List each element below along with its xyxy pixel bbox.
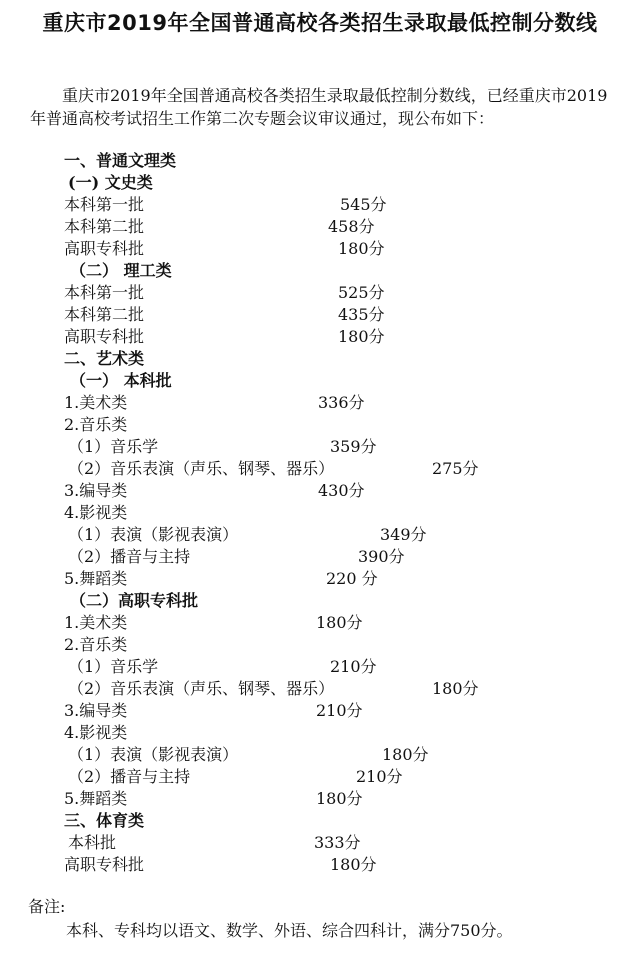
note-heading: 备注: xyxy=(28,897,66,916)
row-label: （2）播音与主持 xyxy=(68,547,191,566)
intro-paragraph: 重庆市2019年全国普通高校各类招生录取最低控制分数线，已经重庆市2019年普通高校考试招生工作第二次专题会议审议通过，现公布如下： xyxy=(30,86,608,128)
subsection-label: (一) 文史类 xyxy=(68,173,153,192)
row-label: 本科第二批 xyxy=(64,305,145,324)
note-text: 本科、专科均以语文、数学、外语、综合四科计，满分750分。 xyxy=(66,921,513,940)
row-score: 210分 xyxy=(316,701,363,720)
row-score: 180分 xyxy=(316,613,363,632)
row-label: 3.编导类 xyxy=(64,701,128,720)
subsection-label: （二）高职专科批 xyxy=(70,591,199,610)
row-score: 180分 xyxy=(338,239,385,258)
row-score: 390分 xyxy=(358,547,405,566)
row-score: 180分 xyxy=(316,789,363,808)
row-score: 359分 xyxy=(330,437,377,456)
row-label: 2.音乐类 xyxy=(64,415,128,434)
row-score: 458分 xyxy=(328,217,375,236)
row-label: （1）表演（影视表演） xyxy=(68,745,239,764)
subsection-label: （二） 理工类 xyxy=(70,261,172,280)
row-label: 4.影视类 xyxy=(64,723,128,742)
row-score: 210分 xyxy=(356,767,403,786)
row-score: 180分 xyxy=(338,327,385,346)
row-score: 435分 xyxy=(338,305,385,324)
section-label: 三、体育类 xyxy=(64,811,145,830)
row-label: 5.舞蹈类 xyxy=(64,789,128,808)
row-score: 525分 xyxy=(338,283,385,302)
row-score: 180分 xyxy=(382,745,429,764)
page-title: 重庆市2019年全国普通高校各类招生录取最低控制分数线 xyxy=(42,11,598,35)
row-label: （1）音乐学 xyxy=(68,657,159,676)
row-score: 180分 xyxy=(330,855,377,874)
row-label: 5.舞蹈类 xyxy=(64,569,128,588)
row-label: 高职专科批 xyxy=(64,855,145,874)
row-label: 高职专科批 xyxy=(64,327,145,346)
row-label: （2）播音与主持 xyxy=(68,767,191,786)
row-score: 220 分 xyxy=(326,569,378,588)
row-score: 333分 xyxy=(314,833,361,852)
row-score: 349分 xyxy=(380,525,427,544)
row-label: 本科第二批 xyxy=(64,217,145,236)
row-score: 210分 xyxy=(330,657,377,676)
row-label: 4.影视类 xyxy=(64,503,128,522)
row-label: 本科第一批 xyxy=(64,283,145,302)
row-label: 1.美术类 xyxy=(64,613,128,632)
row-label: （1）音乐学 xyxy=(68,437,159,456)
row-label: （2）音乐表演（声乐、钢琴、器乐） xyxy=(68,679,335,698)
row-label: 本科批 xyxy=(68,833,117,852)
section-label: 二、艺术类 xyxy=(64,349,145,368)
row-label: 1.美术类 xyxy=(64,393,128,412)
row-score: 430分 xyxy=(318,481,365,500)
section-label: 一、普通文理类 xyxy=(64,151,177,170)
row-score: 545分 xyxy=(340,195,387,214)
row-label: 2.音乐类 xyxy=(64,635,128,654)
row-label: （2）音乐表演（声乐、钢琴、器乐） xyxy=(68,459,335,478)
row-label: 3.编导类 xyxy=(64,481,128,500)
subsection-label: （一） 本科批 xyxy=(70,371,172,390)
row-label: 高职专科批 xyxy=(64,239,145,258)
row-score: 180分 xyxy=(432,679,479,698)
row-score: 275分 xyxy=(432,459,479,478)
row-score: 336分 xyxy=(318,393,365,412)
row-label: （1）表演（影视表演） xyxy=(68,525,239,544)
row-label: 本科第一批 xyxy=(64,195,145,214)
